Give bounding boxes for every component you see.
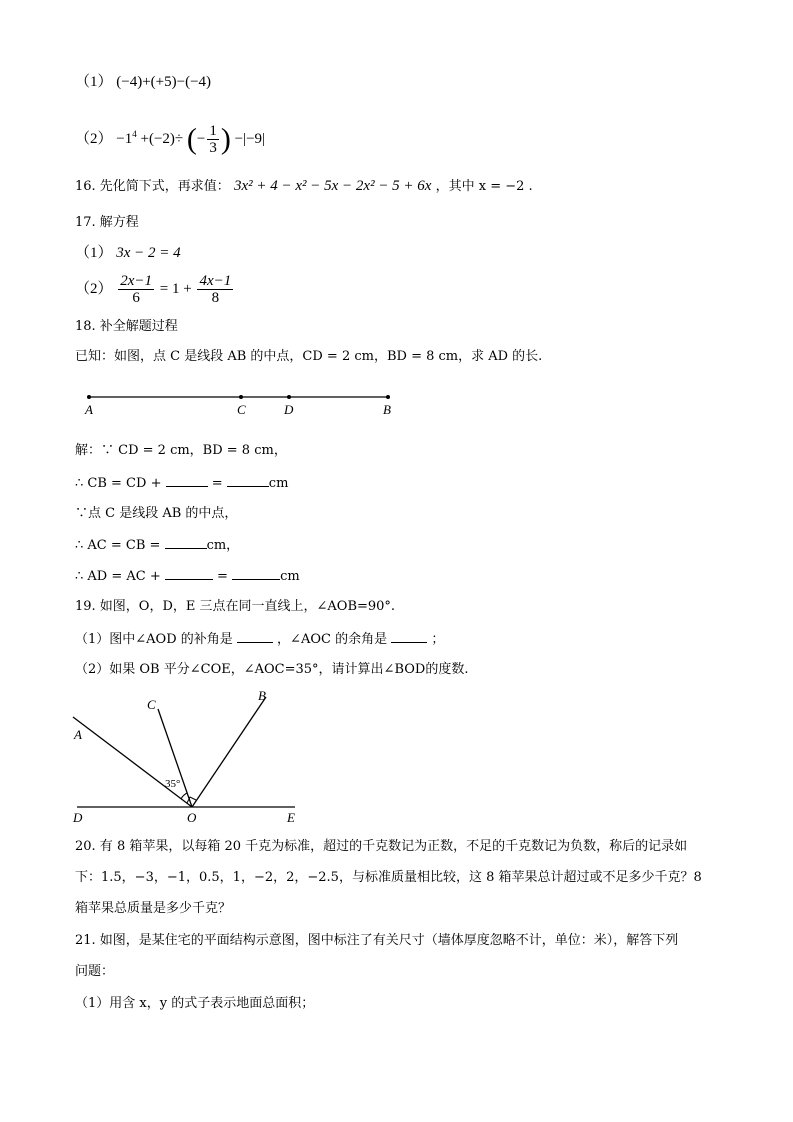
q15-part2-label: （2） [75, 131, 113, 147]
blank-4[interactable] [165, 567, 213, 580]
ray-ob [192, 697, 266, 807]
point-c [239, 395, 243, 399]
q20-line1: 20. 有 8 箱苹果，以每箱 20 千克为标准，超过的千克数记为正数，不足的千克数记为负数，称后的记录如 [75, 839, 688, 854]
angle-diagram [65, 685, 315, 825]
q20-line3: 箱苹果总质量是多少千克？ [75, 901, 232, 916]
q19-title: 19. 如图，O，D，E 三点在同一直线上，∠AOB=90°. [75, 599, 396, 614]
q19-part1-c: ； [431, 632, 445, 647]
q18-line3: ∵点 C 是线段 AB 的中点， [75, 506, 238, 521]
q17-fraction-1 [118, 273, 154, 306]
q17-part2 [75, 272, 235, 306]
q15-frac-num: 1 [209, 123, 217, 140]
fig-label-o: O [187, 810, 197, 825]
q17-part1 [75, 244, 181, 262]
fig-label-b: B [258, 688, 266, 703]
ray-oc [158, 709, 192, 807]
q16-prefix: 16. 先化简下式，再求值： [75, 179, 230, 194]
point-b [386, 395, 390, 399]
q20-line2: 下：1.5，−3，−1，0.5，1，−2，2，−2.5，与标准质量相比较，这 8 箱苹果总计超过或不足多少千克？8 [75, 870, 702, 885]
blank-6[interactable] [237, 630, 273, 643]
q18-line2-c: cm [268, 476, 289, 491]
q15-part2-neg: − [196, 131, 206, 147]
q17-frac1-den: 6 [132, 290, 140, 307]
q15-part2-mid: +(−2)÷ [140, 131, 184, 147]
q17-frac2-num: 4x−1 [199, 273, 232, 290]
q18-line4 [75, 536, 239, 555]
q19-part1 [75, 630, 444, 649]
q15-part1 [75, 73, 211, 91]
q18-line5-a: ∴ AD = AC + [75, 569, 161, 584]
segment-diagram [75, 385, 405, 420]
angle-arc [181, 793, 187, 799]
q17-part2-label: （2） [75, 281, 113, 297]
q17-title: 17. 解方程 [75, 215, 139, 230]
q18-line2-b: = [211, 476, 223, 491]
q21-line3: （1）用含 x，y 的式子表示地面总面积； [75, 996, 315, 1011]
q18-line5 [75, 567, 300, 586]
label-c: C [237, 402, 246, 417]
blank-3[interactable] [165, 536, 207, 549]
q17-mid: = 1 + [159, 281, 192, 297]
fig-label-a: A [74, 727, 82, 742]
label-d: D [284, 402, 294, 417]
q17-frac2-den: 8 [211, 290, 220, 307]
q18-line2-a: ∴ CB = CD + [75, 476, 162, 491]
q15-frac-den: 3 [209, 140, 217, 157]
q16-expression: 3x² + 4 − x² − 5x − 2x² − 5 + 6x [233, 178, 432, 194]
q18-line5-b: = [217, 569, 228, 584]
point-d [287, 395, 291, 399]
q19-part2: （2）如果 OB 平分∠COE，∠AOC=35°，请计算出∠BOD的度数. [75, 662, 469, 677]
angle-label: 35° [165, 778, 181, 790]
blank-1[interactable] [166, 474, 208, 487]
q15-fraction [207, 123, 219, 156]
q16 [75, 177, 533, 196]
blank-2[interactable] [227, 474, 269, 487]
fig-label-d: D [73, 810, 83, 825]
q19-part1-b: ，∠AOC 的余角是 [277, 632, 388, 647]
q16-suffix: ，其中 x = −2 . [435, 179, 533, 194]
q15-part1-expr: (−4)+(+5)−(−4) [116, 74, 212, 90]
q18-line4-b: cm， [206, 538, 240, 553]
fig-label-e: E [287, 810, 295, 825]
q18-title: 18. 补全解题过程 [75, 319, 178, 334]
fig-label-c: C [147, 697, 156, 712]
q15-part2-post: −|−9| [234, 131, 266, 147]
q17-fraction-2 [197, 273, 233, 306]
q18-line1: 解：∵ CD = 2 cm，BD = 8 cm， [75, 443, 287, 458]
q15-part2-pre: −1 [116, 131, 133, 147]
q17-frac1-num: 2x−1 [120, 273, 153, 290]
blank-5[interactable] [232, 567, 280, 580]
q21-line1: 21. 如图，是某住宅的平面结构示意图，图中标注了有关尺寸（墙体厚度忽略不计，单位：米），解答下列 [75, 933, 679, 948]
q19-part1-a: （1）图中∠AOD 的补角是 [75, 632, 233, 647]
q18-line5-c: cm [280, 569, 300, 584]
q17-part1-label: （1） [75, 245, 113, 261]
label-b: B [383, 402, 391, 417]
q17-part1-expr: 3x − 2 = 4 [116, 245, 181, 261]
q15-part1-label: （1） [75, 74, 113, 90]
q21-line2: 问题： [75, 964, 115, 979]
ray-oa [73, 717, 192, 807]
label-a: A [85, 402, 93, 417]
q15-part2-exp: 4 [132, 129, 137, 139]
q18-line4-a: ∴ AC = CB = [75, 538, 161, 553]
q18-line2 [75, 474, 288, 493]
blank-7[interactable] [391, 630, 427, 643]
point-a [87, 395, 91, 399]
q18-given: 已知：如图，点 C 是线段 AB 的中点，CD = 2 cm，BD = 8 cm，求 AD 的长. [75, 349, 543, 364]
q15-part2: $(2) -1^4 +(-2)\div$ (− $\frac{1}{3}$ ) −|−9| [75, 122, 266, 157]
